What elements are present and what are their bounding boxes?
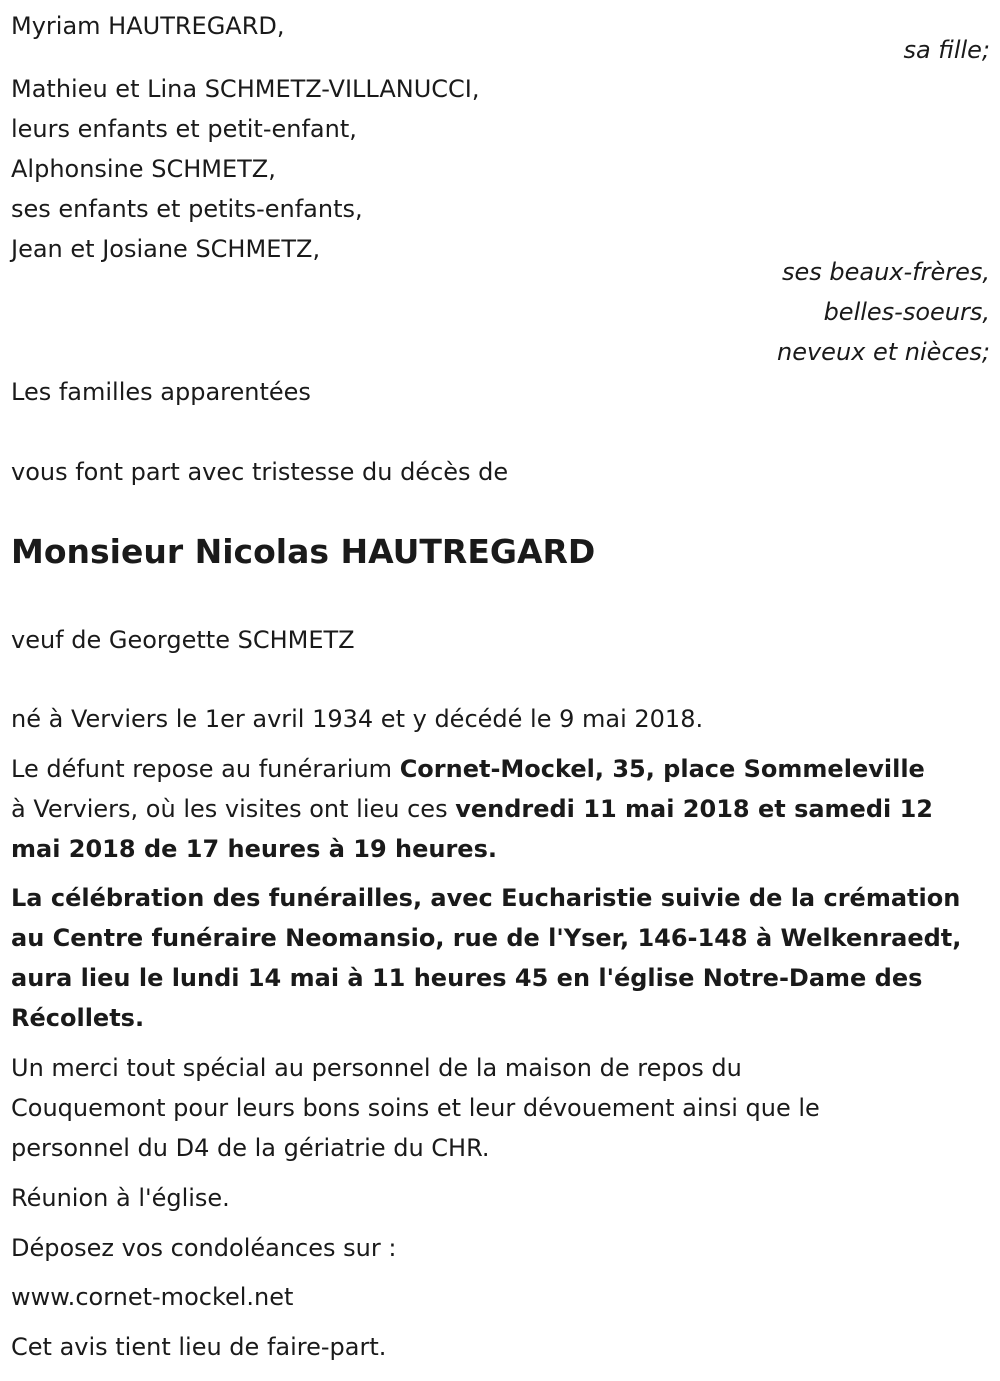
ceremony-line: Récollets. — [11, 1004, 145, 1032]
reunion-line: Réunion à l'église. — [11, 1184, 230, 1212]
funeral-home: Cornet-Mockel, 35, place Sommeleville — [399, 755, 925, 783]
rest-line: Le défunt repose au funérarium Cornet-Mockel, 35, place Sommeleville — [11, 755, 925, 783]
family-line: Jean et Josiane SCHMETZ, — [11, 235, 321, 263]
thanks-line: Un merci tout spécial au personnel de la maison de repos du — [11, 1054, 742, 1082]
role-daughter: sa fille; — [903, 36, 990, 64]
widower-line: veuf de Georgette SCHMETZ — [11, 626, 355, 654]
rest-line — [11, 829, 990, 869]
family-line-related: Les familles apparentées — [11, 378, 311, 406]
condolences-url[interactable]: www.cornet-mockel.net — [11, 1283, 294, 1311]
visit-hours: mai 2018 de 17 heures à 19 heures. — [11, 835, 497, 863]
closing-line: Cet avis tient lieu de faire-part. — [11, 1333, 387, 1361]
announcement: vous font part avec tristesse du décès de — [11, 458, 509, 486]
family-line: Alphonsine SCHMETZ, — [11, 155, 276, 183]
family-line: ses enfants et petits-enfants, — [11, 195, 363, 223]
ceremony-line: au Centre funéraire Neomansio, rue de l'Yser, 146-148 à Welkenraedt, — [11, 924, 962, 952]
role-siblings: belles-soeurs, — [823, 298, 990, 326]
family-line: Mathieu et Lina SCHMETZ-VILLANUCCI, — [11, 75, 480, 103]
family-line-daughter: Myriam HAUTREGARD, — [11, 12, 285, 40]
condolences-label: Déposez vos condoléances sur : — [11, 1234, 397, 1262]
birth-death-line: né à Verviers le 1er avril 1934 et y décédé le 9 mai 2018. — [11, 705, 704, 733]
thanks-line: personnel du D4 de la gériatrie du CHR. — [11, 1134, 490, 1162]
role-nephews: neveux et nièces; — [777, 338, 990, 366]
visit-dates: vendredi 11 mai 2018 et samedi 12 — [455, 795, 933, 823]
ceremony-line: La célébration des funérailles, avec Eucharistie suivie de la crémation — [11, 884, 961, 912]
deceased-name: Monsieur Nicolas HAUTREGARD — [11, 532, 596, 571]
family-line: leurs enfants et petit-enfant, — [11, 115, 357, 143]
rest-line: à Verviers, où les visites ont lieu ces vendredi 11 mai 2018 et samedi 12 — [11, 795, 933, 823]
role-siblings: ses beaux-frères, — [781, 258, 990, 286]
thanks-line: Couquemont pour leurs bons soins et leur dévouement ainsi que le — [11, 1094, 820, 1122]
ceremony-line: aura lieu le lundi 14 mai à 11 heures 45 en l'église Notre-Dame des — [11, 964, 923, 992]
